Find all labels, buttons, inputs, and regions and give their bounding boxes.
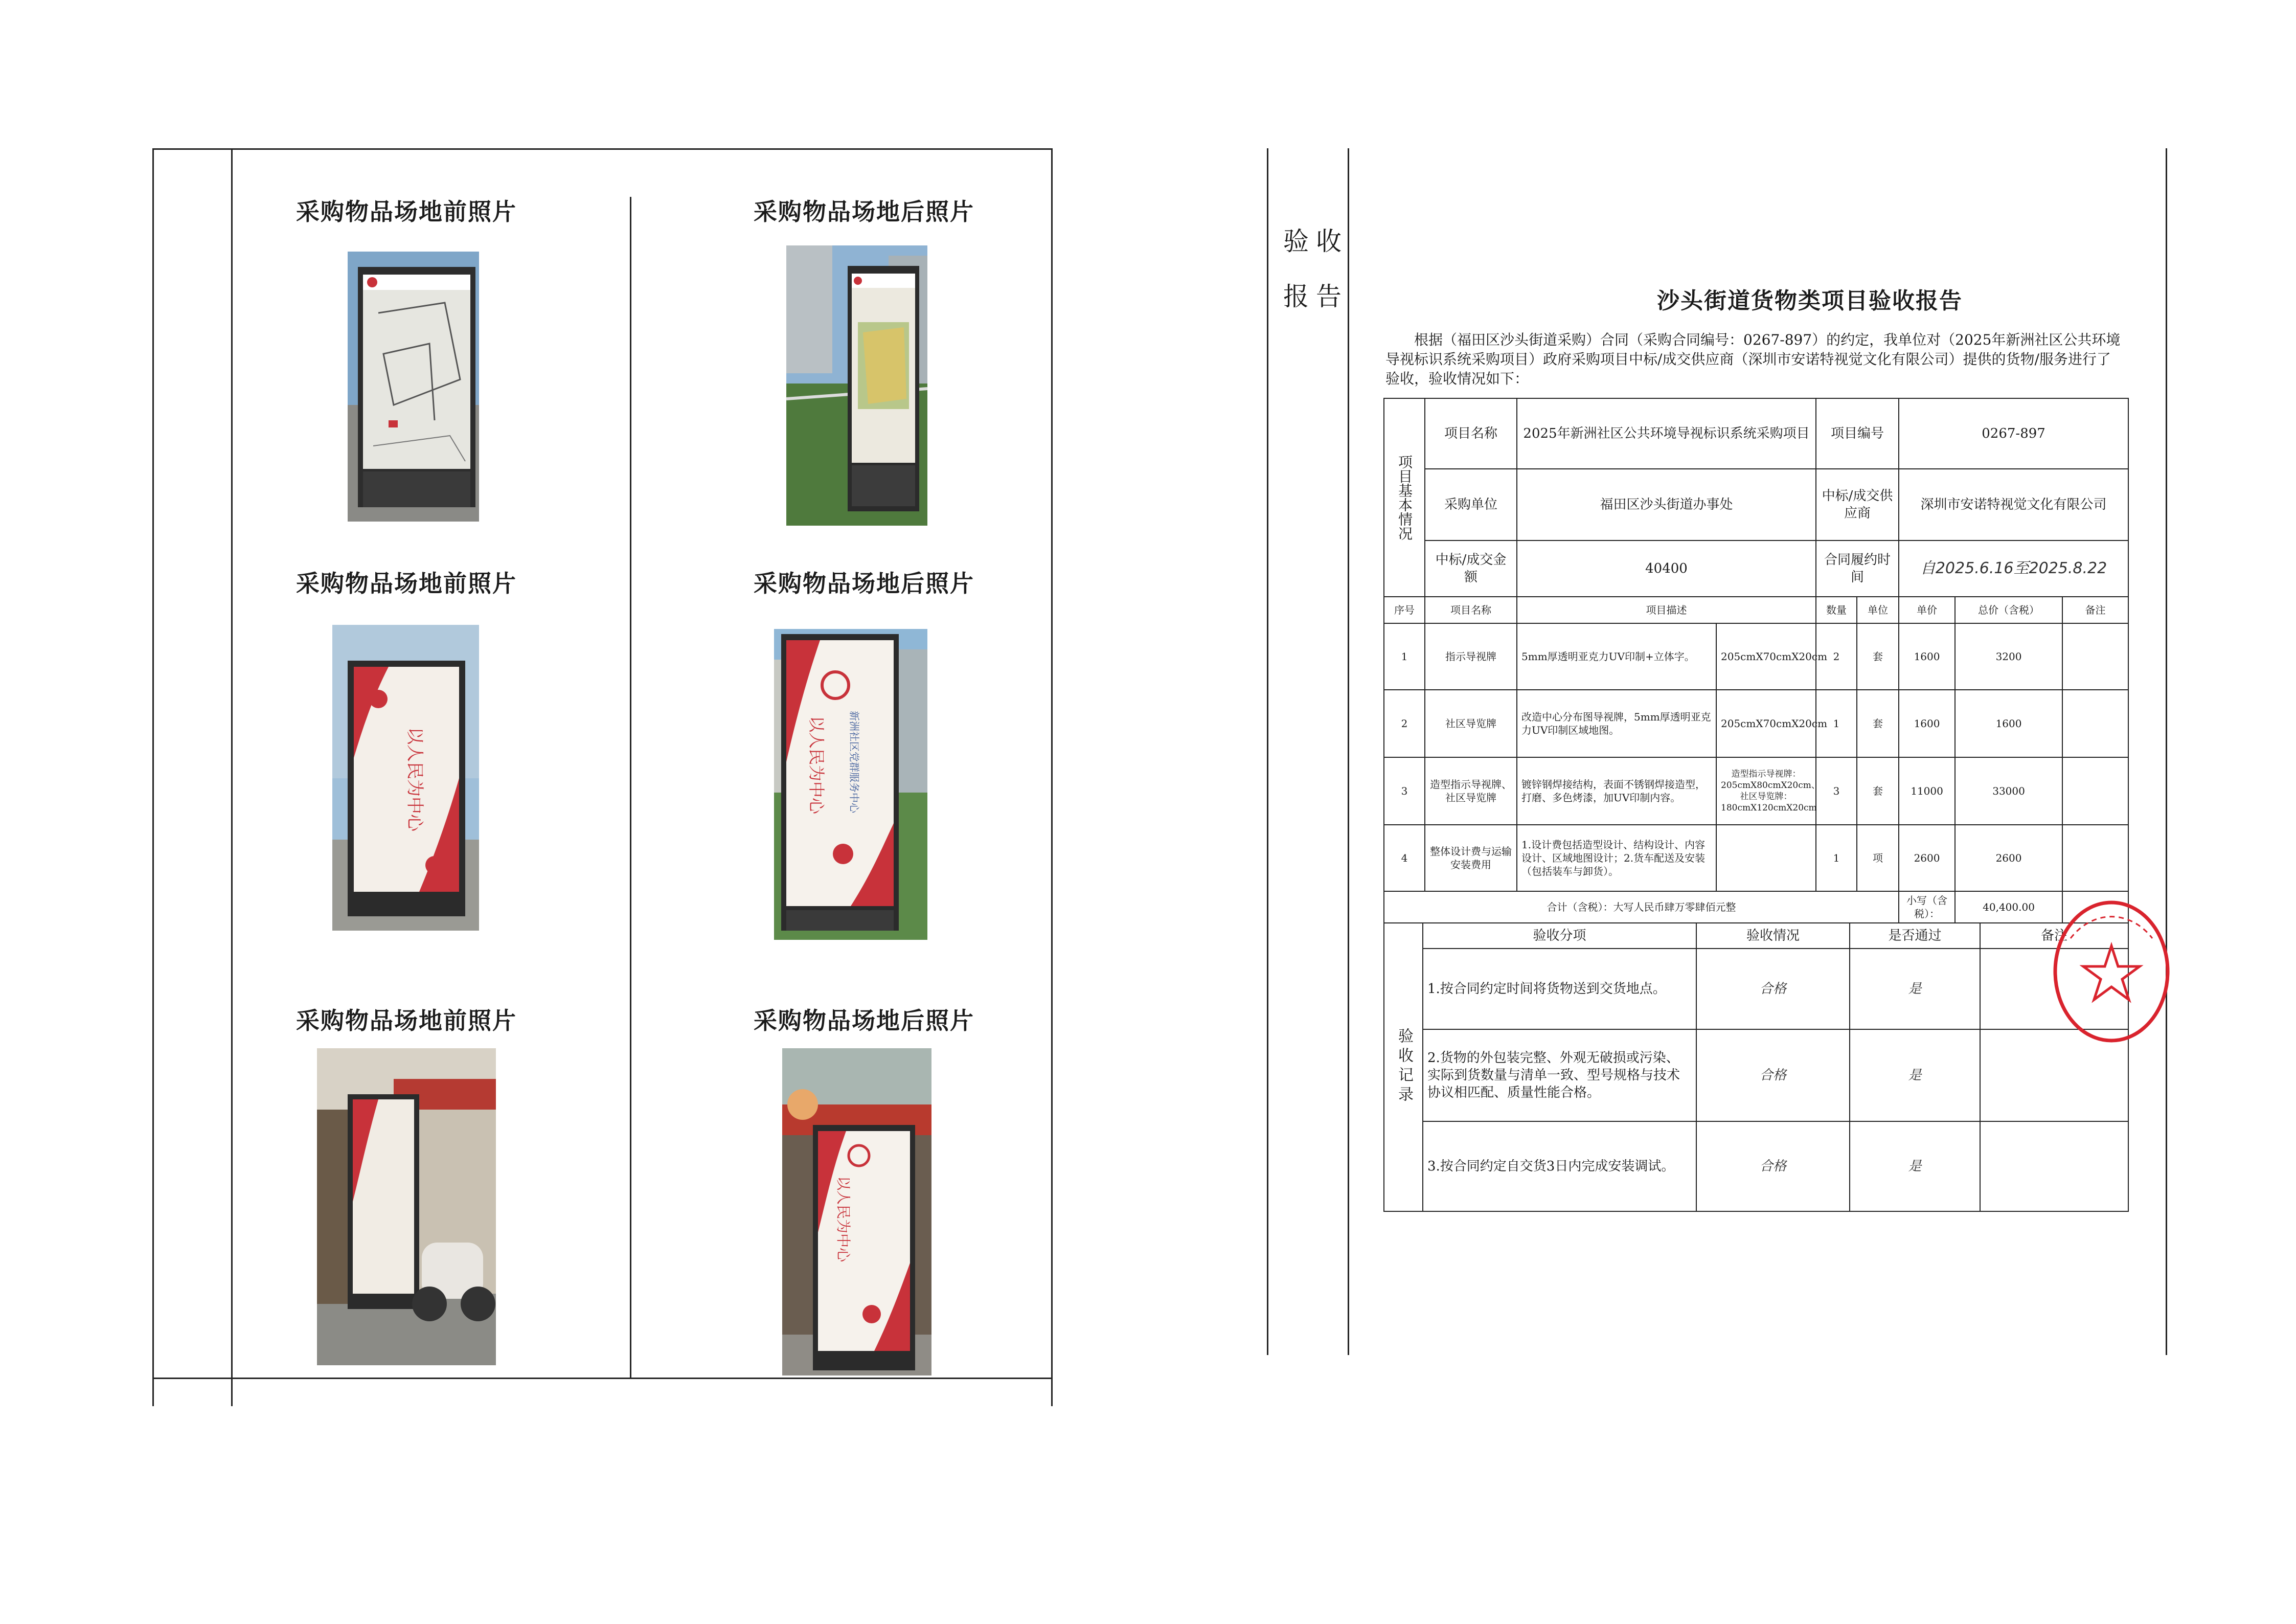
item-total: 33000 [1955,757,2062,825]
item-unit: 套 [1857,690,1899,757]
project-number: 0267-897 [1899,398,2128,469]
items-header-cell: 序号 [1384,597,1425,623]
field-label: 中标/成交供应商 [1816,469,1899,540]
photo-sheet-top-rule [152,148,1053,150]
photo-sheet-divider [630,197,631,1378]
item-desc: 镀锌钢焊接结构，表面不锈钢焊接造型，打磨、多色烤漆，加UV印制内容。 [1517,757,1716,825]
table-row [1423,1029,2128,1121]
items-header-cell: 单价 [1899,597,1955,623]
item-unit: 套 [1857,757,1899,825]
contract-amount: 40400 [1517,540,1816,597]
item-size: 造型指示导视牌：205cmX80cmX20cm、社区导览牌：180cmX120cmX20cm [1716,757,1816,825]
item-note [2062,690,2128,757]
acceptance-table [1422,922,2129,1212]
item-unit: 套 [1857,623,1899,690]
item-price: 1600 [1899,623,1955,690]
item-qty: 1 [1816,690,1857,757]
photo-caption: 采购物品场地前照片 [296,570,517,597]
items-header-cell: 单位 [1857,597,1899,623]
acceptance-passed: 是 [1850,949,1980,1029]
item-size: 205cmX70cmX20cm [1716,623,1816,690]
item-size: 205cmX70cmX20cm [1716,690,1816,757]
acceptance-section-label [1383,922,1423,1212]
item-no: 3 [1384,757,1425,825]
photo-sheet-bottom-rule [152,1378,1053,1379]
item-qty: 2 [1816,623,1857,690]
item-desc: 改造中心分布图导视牌，5mm厚透明亚克力UV印制区域地图。 [1517,690,1716,757]
photo-caption: 采购物品场地后照片 [754,1007,974,1034]
item-name: 社区导览牌 [1425,690,1517,757]
acceptance-item: 2.货物的外包装完整、外观无破损或污染、实际到货数量与清单一致、型号规格与技术协议相匹配、质量性能合格。 [1423,1029,1696,1121]
item-note [2062,623,2128,690]
project-name: 2025年新洲社区公共环境导视标识系统采购项目 [1517,398,1816,469]
report-border-right [2166,148,2167,1355]
report-title: 沙头街道货物类项目验收报告 [1657,288,1963,314]
acceptance-header-cell: 验收情况 [1696,923,1850,949]
after-photo [782,1048,931,1375]
item-note [2062,757,2128,825]
side-label: 验收 [1283,227,1349,256]
items-header-cell: 数量 [1816,597,1857,623]
section-label: 项目基本情况 [1384,398,1425,597]
field-label: 项目编号 [1816,398,1899,469]
acceptance-header-cell: 是否通过 [1850,923,1980,949]
item-qty: 3 [1816,757,1857,825]
photo-caption: 采购物品场地前照片 [296,1007,517,1034]
item-total: 2600 [1955,825,2062,891]
official-seal-stamp [2050,897,2173,1046]
sign-subtitle: 新洲社区党群服务中心 [848,711,860,813]
items-header-cell: 项目描述 [1517,597,1816,623]
item-no: 4 [1384,825,1425,891]
items-header-cell: 备注 [2062,597,2128,623]
contract-period: 自2025.6.16至2025.8.22 [1899,540,2128,597]
after-photo [774,629,927,940]
acceptance-note [1980,1121,2128,1211]
item-price: 1600 [1899,690,1955,757]
before-photo [348,252,479,522]
acceptance-header-cell: 备注 [1980,923,2128,949]
acceptance-item: 3.按合同约定自交货3日内完成安装调试。 [1423,1121,1696,1211]
table-row [1384,825,2128,891]
basic-info-table [1383,398,2129,923]
photo-sheet-border-left [152,148,154,1406]
report-border-left [1267,148,1268,1355]
field-label: 项目名称 [1425,398,1517,469]
subtotal-value: 40,400.00 [1955,891,2062,923]
acceptance-result: 合格 [1696,1121,1850,1211]
item-total: 3200 [1955,623,2062,690]
acceptance-passed: 是 [1850,1121,1980,1211]
supplier: 深圳市安诺特视觉文化有限公司 [1899,469,2128,540]
item-price: 11000 [1899,757,1955,825]
before-photo [317,1048,496,1365]
acceptance-result: 合格 [1696,949,1850,1029]
item-desc: 1.设计费包括造型设计、结构设计、内容设计、区域地图设计；2.货车配送及安装（包括装车与卸货）。 [1517,825,1716,891]
section-label-text: 验收记录 [1395,1028,1413,1106]
subtotal-label: 小写（含税）： [1899,891,1955,923]
report-intro: 根据（福田区沙头街道采购）合同（采购合同编号：0267-897）的约定，我单位对（2025年新洲社区公共环境导视标识系统采购项目）政府采购项目中标/成交供应商（深圳市安诺特视觉文化有限公司）提供的货物/服务进行了验收，验收情况如下： [1385,331,2121,387]
items-header-cell: 总价（含税） [1955,597,2062,623]
field-label: 采购单位 [1425,469,1517,540]
acceptance-passed: 是 [1850,1029,1980,1121]
side-label: 报告 [1283,282,1349,311]
item-desc: 5mm厚透明亚克力UV印制+立体字。 [1517,623,1716,690]
field-label: 合同履约时间 [1816,540,1899,597]
table-row [1384,757,2128,825]
item-size [1716,825,1816,891]
photo-sheet-border-right [1051,148,1053,1406]
acceptance-result: 合格 [1696,1029,1850,1121]
item-qty: 1 [1816,825,1857,891]
after-photo [786,245,927,526]
table-row [1384,690,2128,757]
acceptance-item: 1.按合同约定时间将货物送到交货地点。 [1423,949,1696,1029]
before-photo [332,625,479,931]
item-no: 2 [1384,690,1425,757]
item-price: 2600 [1899,825,1955,891]
item-total: 1600 [1955,690,2062,757]
item-name: 整体设计费与运输安装费用 [1425,825,1517,891]
item-name: 指示导视牌 [1425,623,1517,690]
photo-sheet-border-inner [231,148,233,1406]
field-label: 中标/成交金额 [1425,540,1517,597]
table-row [1423,949,2128,1029]
item-no: 1 [1384,623,1425,690]
total-uppercase: 合计（含税）：大写人民币肆万零肆佰元整 [1384,891,1899,923]
sign-slogan: 以人民为中心 [404,727,425,831]
photo-caption: 采购物品场地后照片 [754,570,974,597]
sign-slogan: 以人民为中心 [807,716,826,815]
report-border-inner [1348,148,1349,1355]
sign-slogan: 以人民为中心 [835,1176,852,1262]
table-row [1384,623,2128,690]
photo-caption: 采购物品场地前照片 [296,198,517,225]
item-unit: 项 [1857,825,1899,891]
item-note [2062,825,2128,891]
items-header-cell: 项目名称 [1425,597,1517,623]
item-name: 造型指示导视牌、社区导览牌 [1425,757,1517,825]
acceptance-header-cell: 验收分项 [1423,923,1696,949]
photo-caption: 采购物品场地后照片 [754,198,974,225]
purchaser: 福田区沙头街道办事处 [1517,469,1816,540]
table-row [1423,1121,2128,1211]
